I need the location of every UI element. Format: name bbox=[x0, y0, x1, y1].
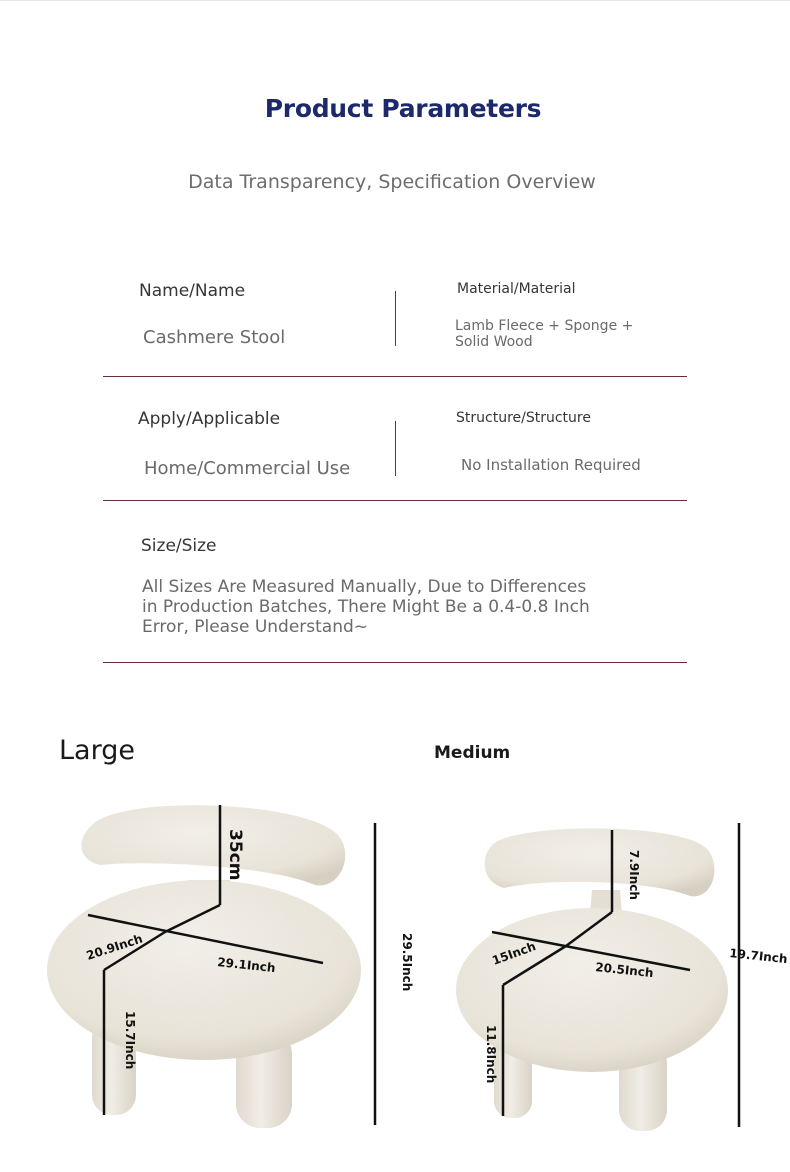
apply-value: Home/Commercial Use bbox=[144, 458, 351, 479]
size-note-line2: in Production Batches, There Might Be a 0.4-0.8 Inch bbox=[142, 597, 590, 617]
row3-separator bbox=[103, 662, 687, 663]
structure-label: Structure/Structure bbox=[456, 410, 591, 426]
medium-stool-drawing bbox=[456, 828, 728, 1131]
material-value-line1: Lamb Fleece + Sponge + bbox=[455, 318, 634, 334]
medium-depth: 15Inch bbox=[490, 939, 538, 968]
large-stool-seat bbox=[47, 880, 361, 1060]
material-value-line2: Solid Wood bbox=[455, 334, 533, 350]
name-label: Name/Name bbox=[139, 281, 246, 301]
size-note bbox=[142, 577, 590, 637]
apply-label: Apply/Applicable bbox=[138, 409, 281, 429]
medium-back-height: 7.9Inch bbox=[627, 850, 641, 900]
medium-total-height: 19.7Inch bbox=[728, 946, 789, 967]
large-seat-height: 15.7Inch bbox=[123, 1011, 137, 1070]
large-width: 29.1Inch bbox=[216, 955, 277, 976]
large-total-height: 29.5Inch bbox=[400, 933, 414, 992]
size-note-line1: All Sizes Are Measured Manually, Due to Differences bbox=[142, 577, 587, 597]
row1-divider bbox=[395, 291, 396, 346]
page-subtitle: Data Transparency, Specification Overview bbox=[188, 171, 596, 193]
medium-seat-height: 11.8Inch bbox=[484, 1025, 498, 1084]
row1-separator bbox=[103, 376, 687, 377]
material-value bbox=[455, 318, 633, 350]
row2-separator bbox=[103, 500, 687, 501]
row2-divider bbox=[395, 421, 396, 476]
large-size-label: Large bbox=[59, 735, 135, 766]
large-stool-backrest bbox=[81, 805, 345, 885]
medium-stool-backrest bbox=[485, 828, 715, 896]
structure-value: No Installation Required bbox=[461, 456, 641, 474]
large-depth: 20.9Inch bbox=[84, 931, 145, 963]
size-note-line3: Error, Please Understand~ bbox=[142, 617, 369, 637]
stool-illustrations bbox=[0, 780, 790, 1172]
medium-width: 20.5Inch bbox=[594, 960, 655, 981]
page-title: Product Parameters bbox=[264, 94, 542, 123]
size-label: Size/Size bbox=[141, 536, 217, 556]
large-back-height: 35cm bbox=[225, 829, 245, 881]
top-border bbox=[0, 0, 790, 1]
name-value: Cashmere Stool bbox=[143, 327, 286, 348]
material-label: Material/Material bbox=[457, 281, 576, 297]
medium-size-label: Medium bbox=[434, 743, 511, 763]
large-stool-drawing bbox=[47, 805, 361, 1128]
